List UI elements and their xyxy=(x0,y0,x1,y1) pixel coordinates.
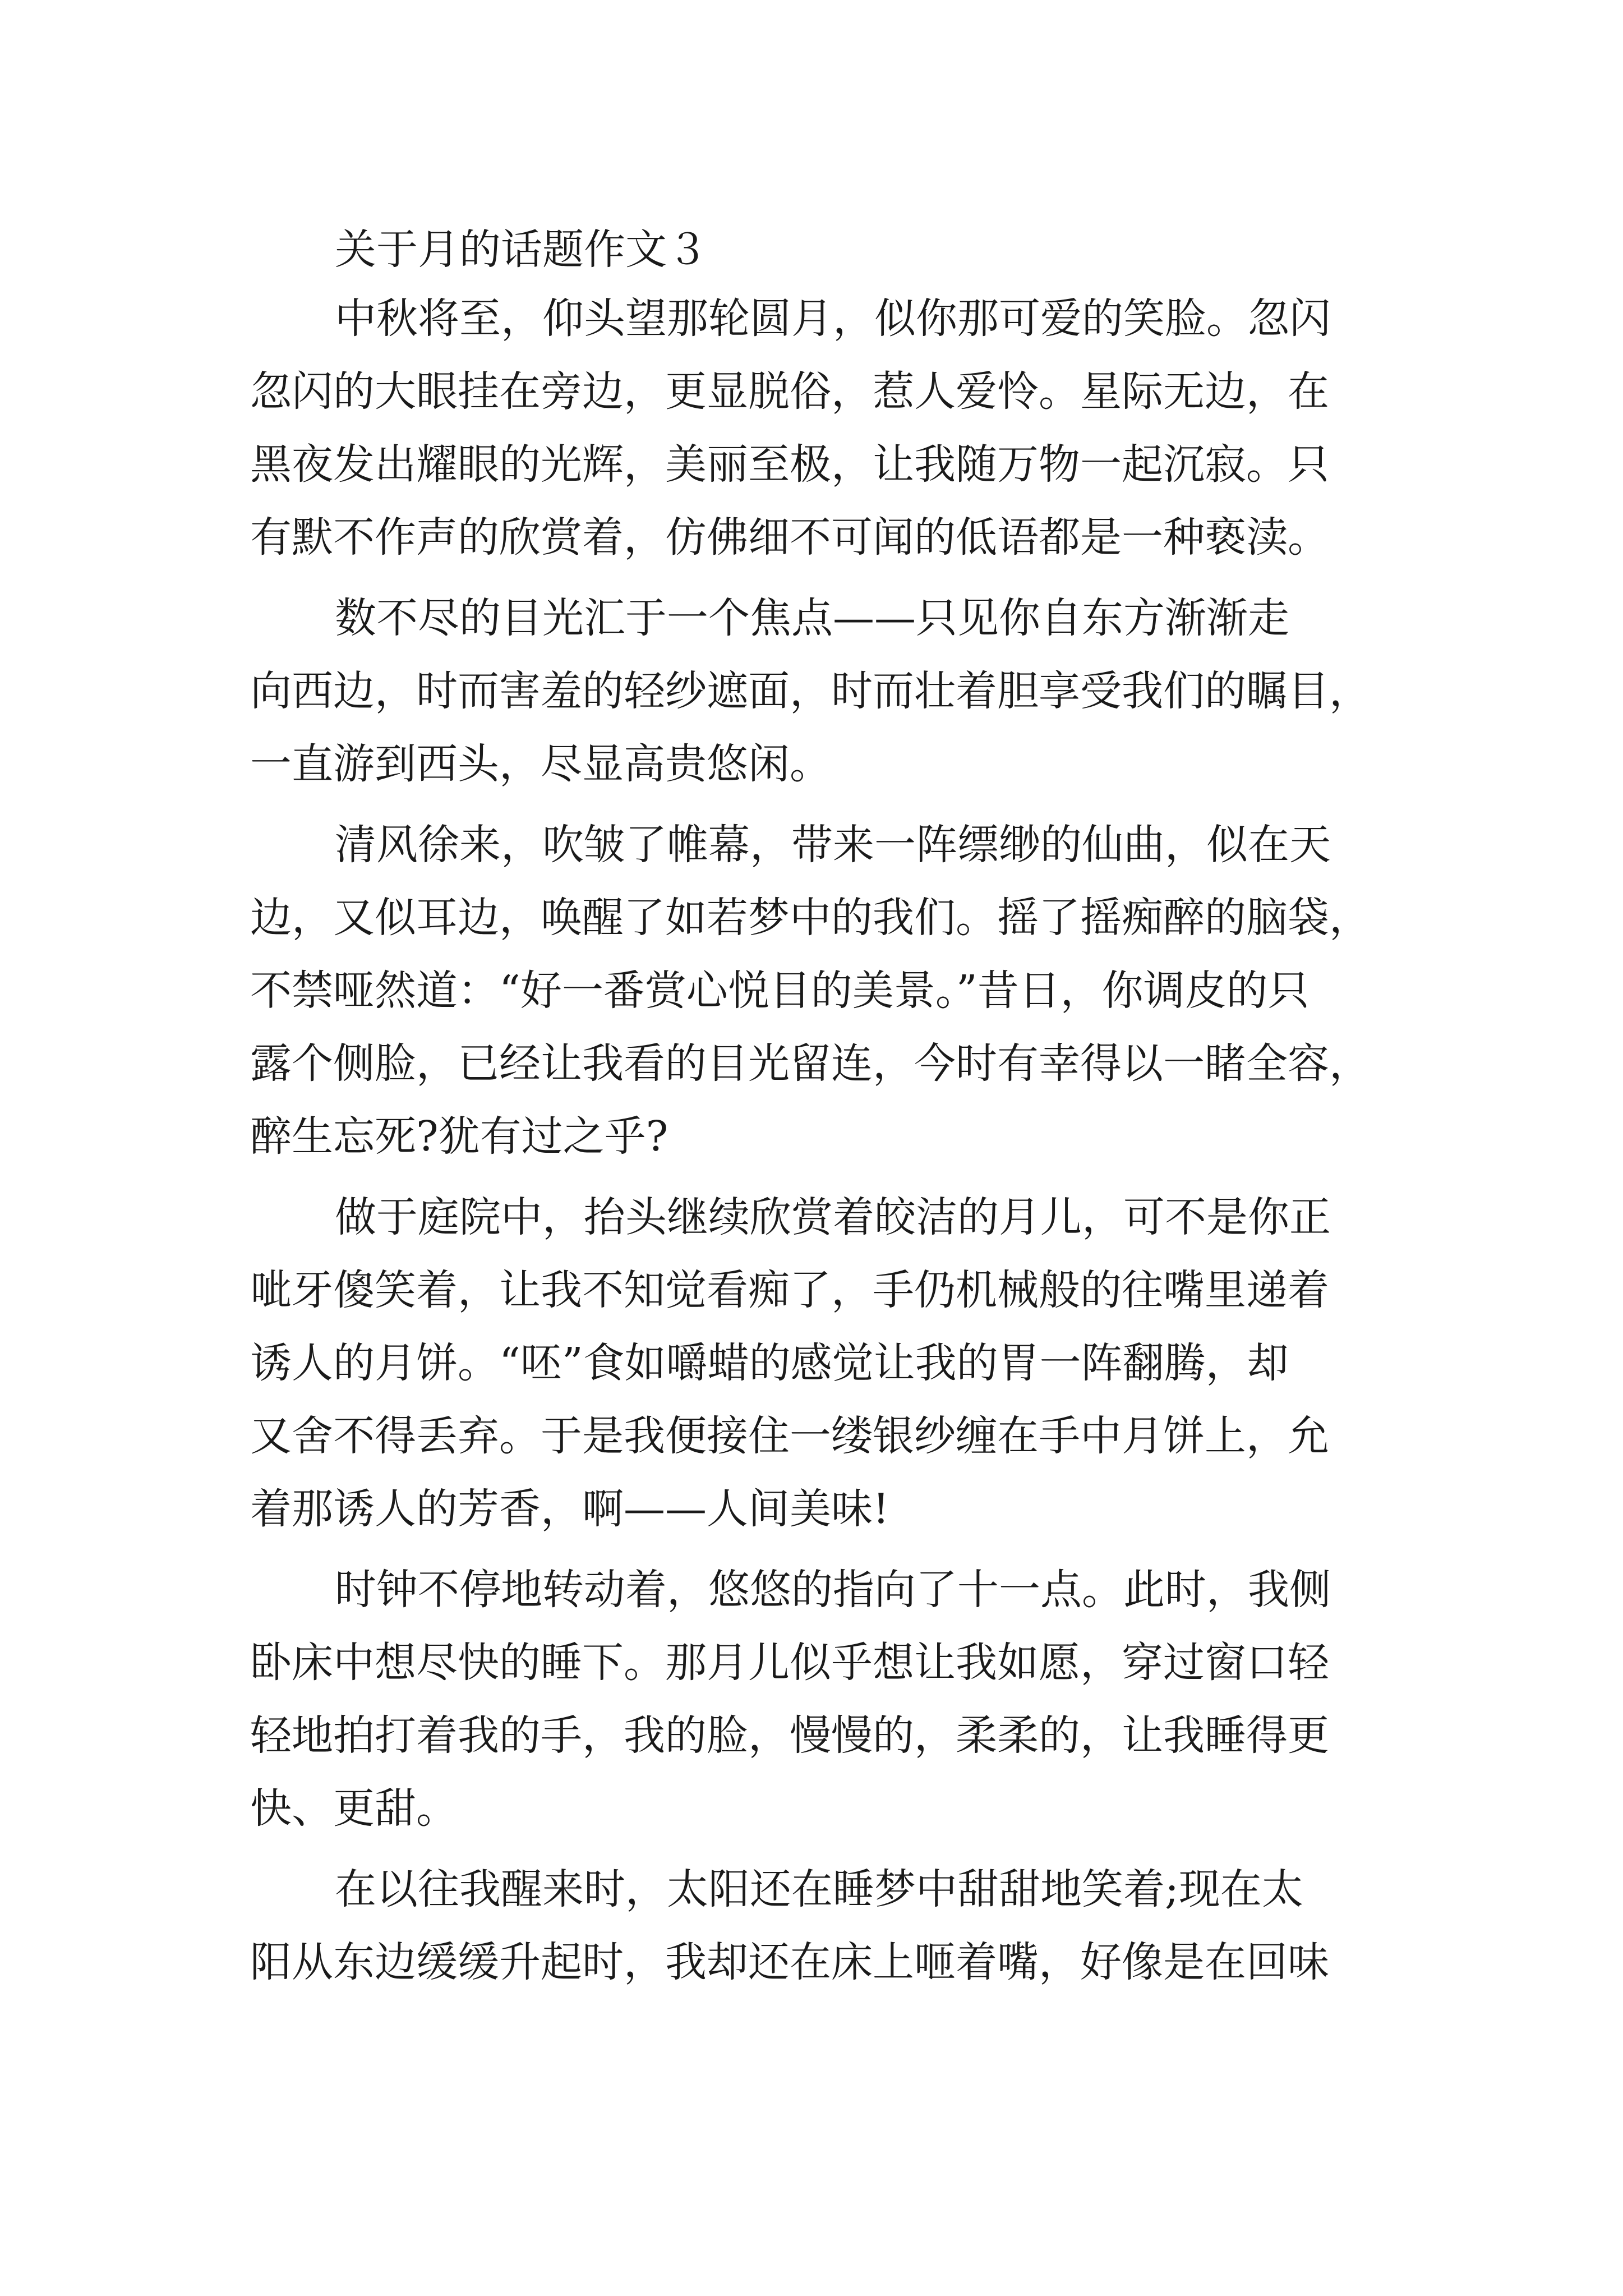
paragraph-2-line-1: 数不尽的目光汇于一个焦点——只见你自东方渐渐走 xyxy=(335,594,1289,642)
paragraph-3-line-3: 不禁哑然道：“好一番赏心悦目的美景。”昔日，你调皮的只 xyxy=(250,967,1310,1015)
paragraph-4-line-5: 着那诱人的芳香，啊——人间美味! xyxy=(250,1485,889,1533)
paragraph-5-line-3: 轻地拍打着我的手，我的脸，慢慢的，柔柔的，让我睡得更 xyxy=(250,1711,1329,1760)
paragraph-4-line-1: 做于庭院中，抬头继续欣赏着皎洁的月儿，可不是你正 xyxy=(335,1193,1331,1241)
paragraph-1-line-4: 有默不作声的欣赏着，仿佛细不可闻的低语都是一种亵渎。 xyxy=(250,513,1329,562)
paragraph-6-line-1: 在以往我醒来时，太阳还在睡梦中甜甜地笑着;现在太 xyxy=(335,1865,1303,1913)
paragraph-6-line-2: 阳从东边缓缓升起时，我却还在床上咂着嘴，好像是在回味 xyxy=(250,1938,1329,1986)
paragraph-5-line-4: 快、更甜。 xyxy=(250,1784,458,1833)
paragraph-1-line-1: 中秋将至，仰头望那轮圆月，似你那可爱的笑脸。忽闪 xyxy=(335,295,1331,343)
paragraph-2-line-2: 向西边，时而害羞的轻纱遮面，时而壮着胆享受我们的瞩目， xyxy=(250,667,1371,715)
paragraph-4-line-3: 诱人的月饼。“呸”食如嚼蜡的感觉让我的胃一阵翻腾，却 xyxy=(250,1339,1289,1387)
document-title: 关于月的话题作文３ xyxy=(335,226,708,274)
paragraph-3-line-5: 醉生忘死?犹有过之乎? xyxy=(250,1112,668,1161)
paragraph-1-line-2: 忽闪的大眼挂在旁边，更显脱俗，惹人爱怜。星际无边，在 xyxy=(250,367,1329,416)
paragraph-4-line-2: 呲牙傻笑着，让我不知觉看痴了，手仍机械般的往嘴里递着 xyxy=(250,1266,1329,1314)
paragraph-5-line-2: 卧床中想尽快的睡下。那月儿似乎想让我如愿，穿过窗口轻 xyxy=(250,1639,1329,1687)
paragraph-3-line-2: 边，又似耳边，唤醒了如若梦中的我们。摇了摇痴醉的脑袋， xyxy=(250,894,1371,942)
paragraph-4-line-4: 又舍不得丢弃。于是我便接住一缕银纱缠在手中月饼上，允 xyxy=(250,1412,1329,1460)
paragraph-3-line-1: 清风徐来，吹皱了帷幕，带来一阵缥缈的仙曲，似在天 xyxy=(335,821,1331,869)
paragraph-5-line-1: 时钟不停地转动着，悠悠的指向了十一点。此时，我侧 xyxy=(335,1566,1331,1614)
paragraph-3-line-4: 露个侧脸，已经让我看的目光留连，今时有幸得以一睹全容， xyxy=(250,1039,1371,1088)
paragraph-2-line-3: 一直游到西头，尽显高贵悠闲。 xyxy=(250,740,831,788)
paragraph-1-line-3: 黑夜发出耀眼的光辉，美丽至极，让我随万物一起沉寂。只 xyxy=(250,440,1329,489)
